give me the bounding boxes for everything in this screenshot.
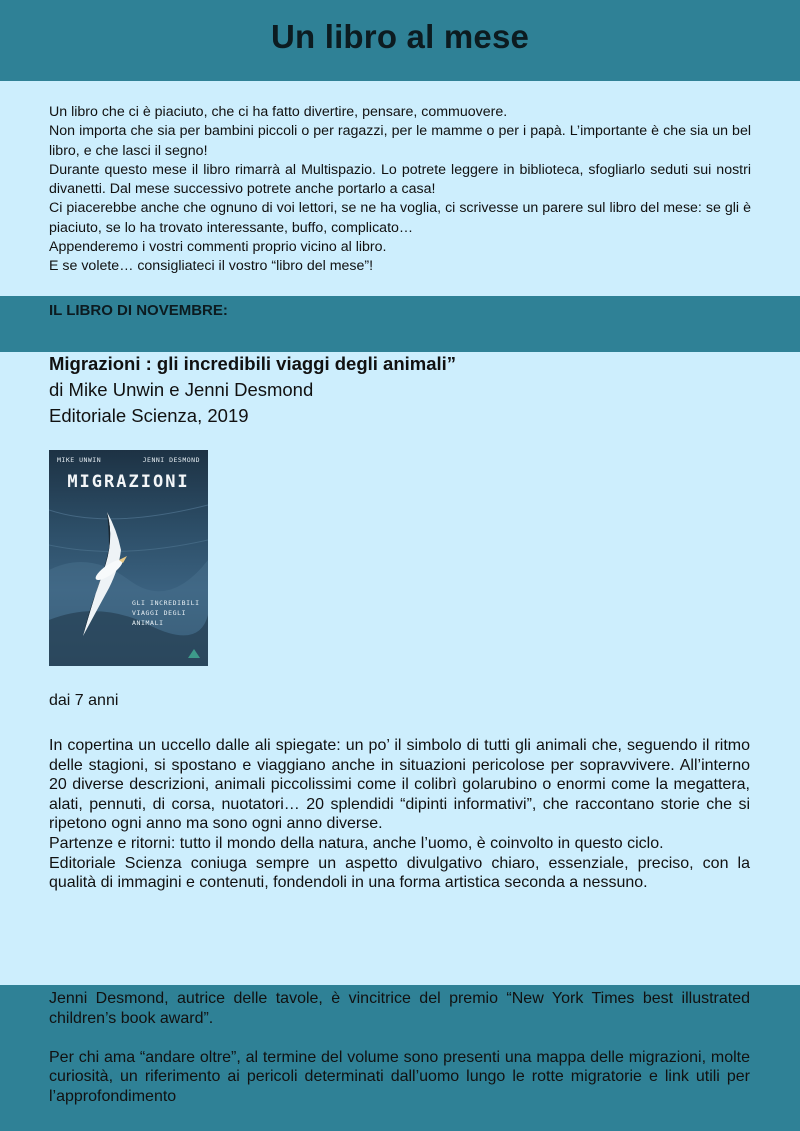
publisher-logo-icon	[187, 646, 201, 660]
book-description	[49, 736, 750, 893]
section-title: IL LIBRO DI NOVEMBRE:	[49, 302, 228, 319]
cover-title: MIGRAZIONI	[67, 472, 190, 492]
age-label: dai 7 anni	[49, 692, 119, 709]
cover-subtitle: GLI INCREDIBILI VIAGGI DEGLI ANIMALI	[132, 599, 200, 627]
book-title: Migrazioni : gli incredibili viaggi degli animali”	[49, 353, 457, 374]
footer-text	[49, 989, 750, 1107]
book-publisher: Editoriale Scienza, 2019	[49, 405, 249, 426]
description-paragraph: Partenze e ritorni: tutto il mondo della natura, anche l’uomo, è coinvolto in questo ciclo.	[49, 834, 664, 852]
description-paragraph: In copertina un uccello dalle ali spiegate: un po’ il simbolo di tutti gli animali che, seguendo il ritmo delle stagioni, si spostano e viaggiano anche in situazioni pericolose per sopravvivere. All’interno 20 diverse descrizioni, animali piccolissimi come il colibrì golarubino o enormi come la megattera, alati, pennuti, di corsa, nuotatori… 20 splendidi “dipinti informativi”, che raccontano storie che si ripetono ogni anno ma sono ogni anno diverse.	[49, 737, 750, 833]
award-paragraph: Jenni Desmond, autrice delle tavole, è vincitrice del premio “New York Times best illustrated children’s book award”.	[49, 990, 750, 1027]
page-title: Un libro al mese	[270, 18, 530, 55]
intro-text	[49, 103, 751, 277]
intro-line: Ci piacerebbe anche che ognuno di voi lettori, se ne ha voglia, ci scrivesse un parere sul libro del mese: se gli è piaciuto, se lo ha trovato interessante, buffo, complicato…	[49, 200, 751, 236]
intro-line: Durante questo mese il libro rimarrà al Multispazio. Lo potrete leggere in biblioteca, sfogliarlo seduti sui nostri divanetti. Dal mese successivo potrete anche portarlo a casa!	[49, 161, 751, 198]
book-cover-image	[49, 450, 208, 666]
intro-line: E se volete… consigliateci il vostro “libro del mese”!	[49, 258, 374, 275]
cover-author-right: JENNI DESMOND	[142, 456, 200, 464]
intro-line: Un libro che ci è piaciuto, che ci ha fatto divertire, pensare, commuovere.	[49, 104, 508, 120]
extra-paragraph: Per chi ama “andare oltre”, al termine del volume sono presenti una mappa delle migrazioni, molte curiosità, un riferimento ai pericoli determinati dall’uomo lungo le rotte migratorie e link utili per l’approfondimento	[49, 1048, 750, 1105]
cover-authors	[57, 456, 200, 464]
intro-line: Non importa che sia per bambini piccoli o per ragazzi, per le mamme o per i papà. L’importante è che sia un bel libro, e che lasci il segno!	[49, 123, 751, 159]
book-authors: di Mike Unwin e Jenni Desmond	[49, 379, 314, 400]
intro-line: Appenderemo i vostri commenti proprio vicino al libro.	[49, 239, 387, 256]
description-paragraph: Editoriale Scienza coniuga sempre un aspetto divulgativo chiaro, essenziale, preciso, con la qualità di immagini e contenuti, fondendoli in una forma artistica seconda a nessuno.	[49, 854, 750, 892]
cover-author-left: MIKE UNWIN	[57, 456, 102, 464]
header-band	[0, 0, 800, 81]
